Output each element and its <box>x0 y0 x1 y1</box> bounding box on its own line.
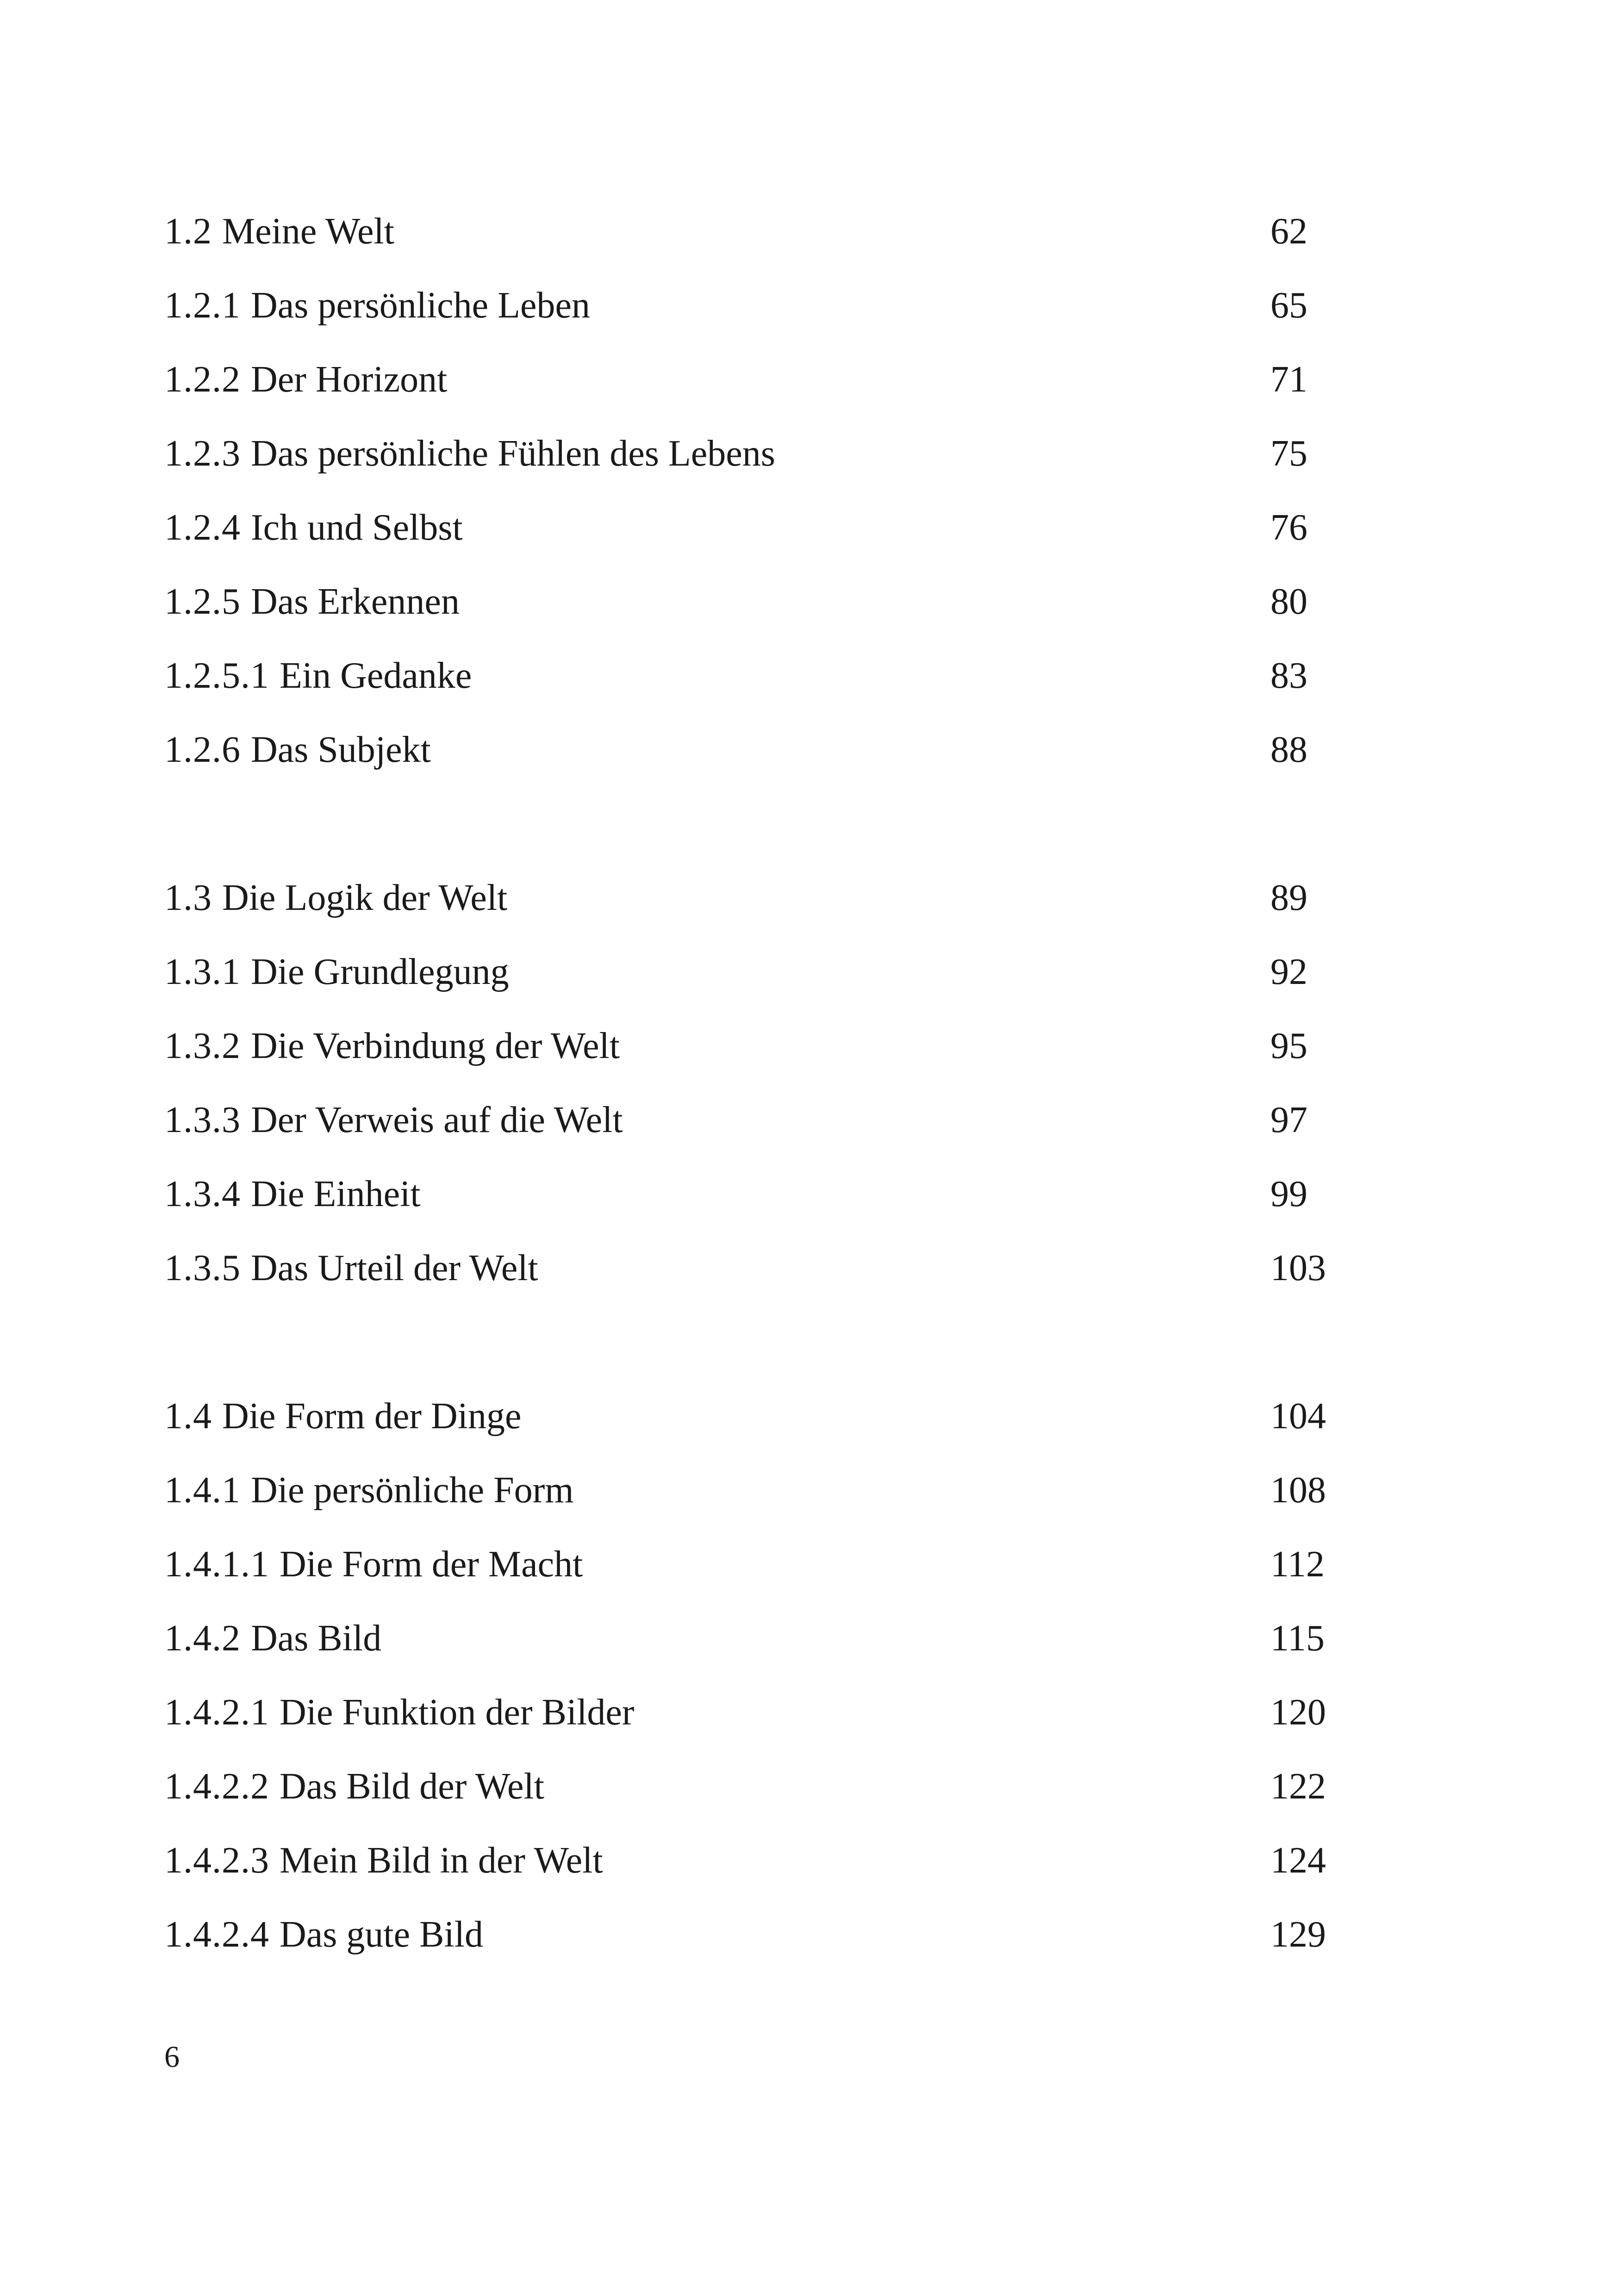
toc-entry-page: 129 <box>1270 1914 1326 1955</box>
table-of-contents <box>164 204 1344 1981</box>
toc-entry-title: Die Form der Dinge <box>222 1396 522 1437</box>
toc-section <box>164 870 1344 1314</box>
toc-entry-title: Das gute Bild <box>280 1914 483 1955</box>
toc-entry-number: 1.4.2 <box>164 1618 241 1659</box>
toc-entry-title: Das persönliche Fühlen des Lebens <box>251 433 776 474</box>
toc-entry-page: 99 <box>1270 1174 1307 1214</box>
toc-entry-heading <box>164 1537 583 1592</box>
toc-entry-number: 1.2.4 <box>164 507 241 548</box>
toc-entry-title: Das Subjekt <box>251 729 431 770</box>
toc-entry[interactable] <box>164 204 1344 278</box>
toc-entry[interactable] <box>164 426 1344 500</box>
toc-entry[interactable] <box>164 944 1344 1018</box>
toc-entry-page: 62 <box>1270 211 1307 252</box>
toc-entry-number: 1.4.1 <box>164 1470 241 1511</box>
toc-entry-page: 108 <box>1270 1470 1326 1511</box>
toc-entry-number: 1.4 <box>164 1396 212 1437</box>
toc-entry-number: 1.2.6 <box>164 729 241 770</box>
toc-entry[interactable] <box>164 1537 1344 1611</box>
toc-entry-heading <box>164 1759 544 1814</box>
toc-entry-page: 103 <box>1270 1248 1326 1288</box>
toc-entry-number: 1.2 <box>164 211 212 252</box>
toc-entry-number: 1.2.5.1 <box>164 655 269 696</box>
toc-entry-heading <box>164 1685 635 1740</box>
toc-entry-page: 104 <box>1270 1396 1326 1437</box>
toc-entry-number: 1.3.3 <box>164 1100 241 1140</box>
toc-section <box>164 1388 1344 1981</box>
toc-entry[interactable] <box>164 870 1344 944</box>
toc-entry-title: Die Einheit <box>251 1174 421 1214</box>
toc-entry-title: Das Bild <box>251 1618 382 1659</box>
toc-entry-title: Die Verbindung der Welt <box>251 1026 620 1066</box>
toc-entry-page: 83 <box>1270 655 1307 696</box>
toc-entry-title: Mein Bild in der Welt <box>280 1840 603 1881</box>
toc-entry-page: 97 <box>1270 1100 1307 1140</box>
page-number: 6 <box>164 2040 180 2074</box>
toc-entry-title: Die Funktion der Bilder <box>280 1692 635 1733</box>
toc-entry-page: 75 <box>1270 433 1307 474</box>
toc-entry-title: Ich und Selbst <box>251 507 463 548</box>
toc-entry[interactable] <box>164 278 1344 352</box>
toc-entry-heading <box>164 278 590 333</box>
toc-entry-page: 120 <box>1270 1692 1326 1733</box>
toc-entry-number: 1.3.5 <box>164 1248 241 1288</box>
toc-entry[interactable] <box>164 1462 1344 1537</box>
toc-entry-heading <box>164 1018 620 1074</box>
toc-entry-heading <box>164 1611 381 1666</box>
toc-entry[interactable] <box>164 352 1344 426</box>
toc-entry-title: Die Grundlegung <box>251 952 509 992</box>
toc-entry-title: Die Form der Macht <box>280 1544 583 1585</box>
toc-entry-page: 65 <box>1270 285 1307 326</box>
toc-entry-page: 76 <box>1270 507 1307 548</box>
toc-entry-heading <box>164 1092 623 1148</box>
toc-entry-number: 1.3.2 <box>164 1026 241 1066</box>
toc-entry-title: Meine Welt <box>222 211 394 252</box>
toc-entry-heading <box>164 426 775 481</box>
toc-entry-heading <box>164 500 463 555</box>
toc-entry-heading <box>164 1240 538 1296</box>
toc-entry-heading <box>164 1907 483 1962</box>
toc-entry-number: 1.2.1 <box>164 285 241 326</box>
toc-entry-heading <box>164 1388 522 1444</box>
toc-entry-title: Die persönliche Form <box>251 1470 574 1511</box>
toc-entry-heading <box>164 722 431 778</box>
toc-section <box>164 204 1344 796</box>
toc-entry[interactable] <box>164 1833 1344 1907</box>
toc-entry-number: 1.3.1 <box>164 952 241 992</box>
toc-entry[interactable] <box>164 1092 1344 1166</box>
toc-entry-heading <box>164 352 447 407</box>
toc-entry-title: Der Horizont <box>251 359 448 400</box>
toc-entry-page: 95 <box>1270 1026 1307 1066</box>
toc-entry-title: Ein Gedanke <box>280 655 472 696</box>
toc-entry-page: 122 <box>1270 1766 1326 1807</box>
toc-entry-page: 89 <box>1270 877 1307 918</box>
toc-entry-title: Das persönliche Leben <box>251 285 591 326</box>
toc-entry[interactable] <box>164 574 1344 648</box>
toc-entry-heading <box>164 648 472 703</box>
toc-entry-title: Das Bild der Welt <box>280 1766 544 1807</box>
toc-entry[interactable] <box>164 1907 1344 1981</box>
toc-entry[interactable] <box>164 1759 1344 1833</box>
toc-entry[interactable] <box>164 722 1344 796</box>
toc-entry[interactable] <box>164 1388 1344 1462</box>
toc-entry[interactable] <box>164 1240 1344 1314</box>
toc-entry-page: 115 <box>1270 1618 1325 1659</box>
toc-entry-title: Die Logik der Welt <box>222 877 508 918</box>
toc-entry[interactable] <box>164 1018 1344 1092</box>
toc-entry-heading <box>164 1462 574 1518</box>
toc-entry[interactable] <box>164 1611 1344 1685</box>
toc-entry-page: 92 <box>1270 952 1307 992</box>
toc-entry-number: 1.2.3 <box>164 433 241 474</box>
toc-entry-page: 124 <box>1270 1840 1326 1881</box>
toc-entry-page: 112 <box>1270 1544 1325 1585</box>
toc-entry[interactable] <box>164 648 1344 722</box>
toc-entry-heading <box>164 1833 603 1888</box>
toc-entry-number: 1.4.2.2 <box>164 1766 269 1807</box>
toc-entry-heading <box>164 944 509 1000</box>
toc-entry-title: Das Erkennen <box>251 581 460 622</box>
toc-entry-number: 1.2.5 <box>164 581 241 622</box>
toc-entry-number: 1.2.2 <box>164 359 241 400</box>
toc-entry[interactable] <box>164 1685 1344 1759</box>
toc-entry[interactable] <box>164 500 1344 574</box>
toc-entry-number: 1.3.4 <box>164 1174 241 1214</box>
toc-entry-heading <box>164 204 394 259</box>
toc-entry-number: 1.4.1.1 <box>164 1544 269 1585</box>
toc-entry-heading <box>164 870 507 926</box>
toc-entry-title: Der Verweis auf die Welt <box>251 1100 623 1140</box>
toc-entry-page: 71 <box>1270 359 1307 400</box>
toc-entry-page: 80 <box>1270 581 1307 622</box>
toc-entry-heading <box>164 1166 421 1222</box>
toc-entry-page: 88 <box>1270 729 1307 770</box>
toc-entry-number: 1.4.2.3 <box>164 1840 269 1881</box>
toc-entry-heading <box>164 574 460 629</box>
toc-entry-number: 1.4.2.1 <box>164 1692 269 1733</box>
toc-entry-number: 1.4.2.4 <box>164 1914 269 1955</box>
toc-entry-number: 1.3 <box>164 877 212 918</box>
toc-entry-title: Das Urteil der Welt <box>251 1248 538 1288</box>
toc-entry[interactable] <box>164 1166 1344 1240</box>
